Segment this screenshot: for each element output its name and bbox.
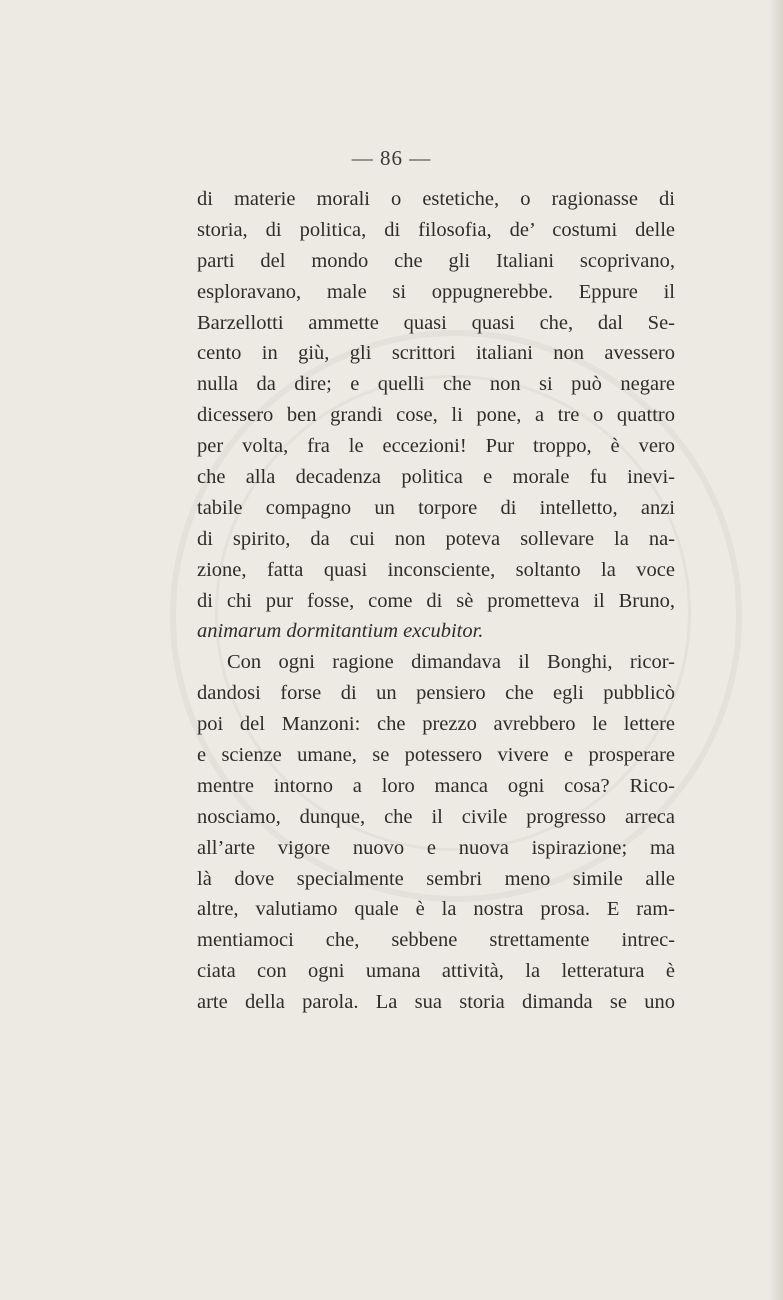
body-text [197, 184, 675, 1018]
text-line: e scienze umane, se potessero vivere e prosperare [197, 744, 675, 767]
text-line: zione, fatta quasi inconsciente, soltanto la voce [197, 558, 675, 581]
page-number: — 86 — [351, 146, 432, 170]
text-line: dicessero ben grandi cose, li pone, a tre o quattro [197, 404, 675, 427]
text-line: Barzellotti ammette quasi quasi che, dal Se- [197, 311, 675, 334]
text-line: arte della parola. La sua storia dimanda se uno [197, 991, 675, 1014]
text-line: nulla da dire; e quelli che non si può negare [197, 373, 675, 396]
text-line: esploravano, male si oppugnerebbe. Eppure il [197, 280, 675, 303]
text-line: all’arte vigore nuovo e nuova ispirazione; ma [197, 836, 675, 859]
text-line: di materie morali o estetiche, o ragionasse di [197, 188, 675, 210]
page-edge-shadow [769, 0, 783, 1300]
text-line: mentiamoci che, sebbene strettamente intrec- [197, 929, 675, 952]
latin-quote-line: animarum dormitantium excubitor. [197, 620, 484, 643]
text-line: storia, di politica, di filosofia, de’ costumi delle [197, 218, 675, 241]
text-line: cento in giù, gli scrittori italiani non avessero [197, 342, 675, 365]
text-line: che alla decadenza politica e morale fu inevi- [197, 466, 675, 489]
text-line: là dove specialmente sembri meno simile alle [197, 867, 675, 890]
text-line: tabile compagno un torpore di intelletto, anzi [197, 496, 675, 519]
text-line: ciata con ogni umana attività, la letteratura è [197, 960, 675, 983]
text-line: mentre intorno a loro manca ogni cosa? Rico- [197, 774, 675, 797]
text-line: per volta, fra le eccezioni! Pur troppo, è vero [197, 435, 675, 458]
text-line: parti del mondo che gli Italiani scoprivano, [197, 249, 675, 272]
text-line: nosciamo, dunque, che il civile progresso arreca [197, 805, 675, 828]
paragraph-first-line: Con ogni ragione dimandava il Bonghi, ricor- [227, 651, 675, 674]
text-line: poi del Manzoni: che prezzo avrebbero le lettere [197, 713, 675, 736]
text-line: dandosi forse di un pensiero che egli pubblicò [197, 682, 675, 705]
text-line: altre, valutiamo quale è la nostra prosa. E ram- [197, 898, 675, 921]
text-line: di chi pur fosse, come di sè prometteva il Bruno, [197, 589, 675, 612]
text-line: di spirito, da cui non poteva sollevare la na- [197, 527, 675, 550]
